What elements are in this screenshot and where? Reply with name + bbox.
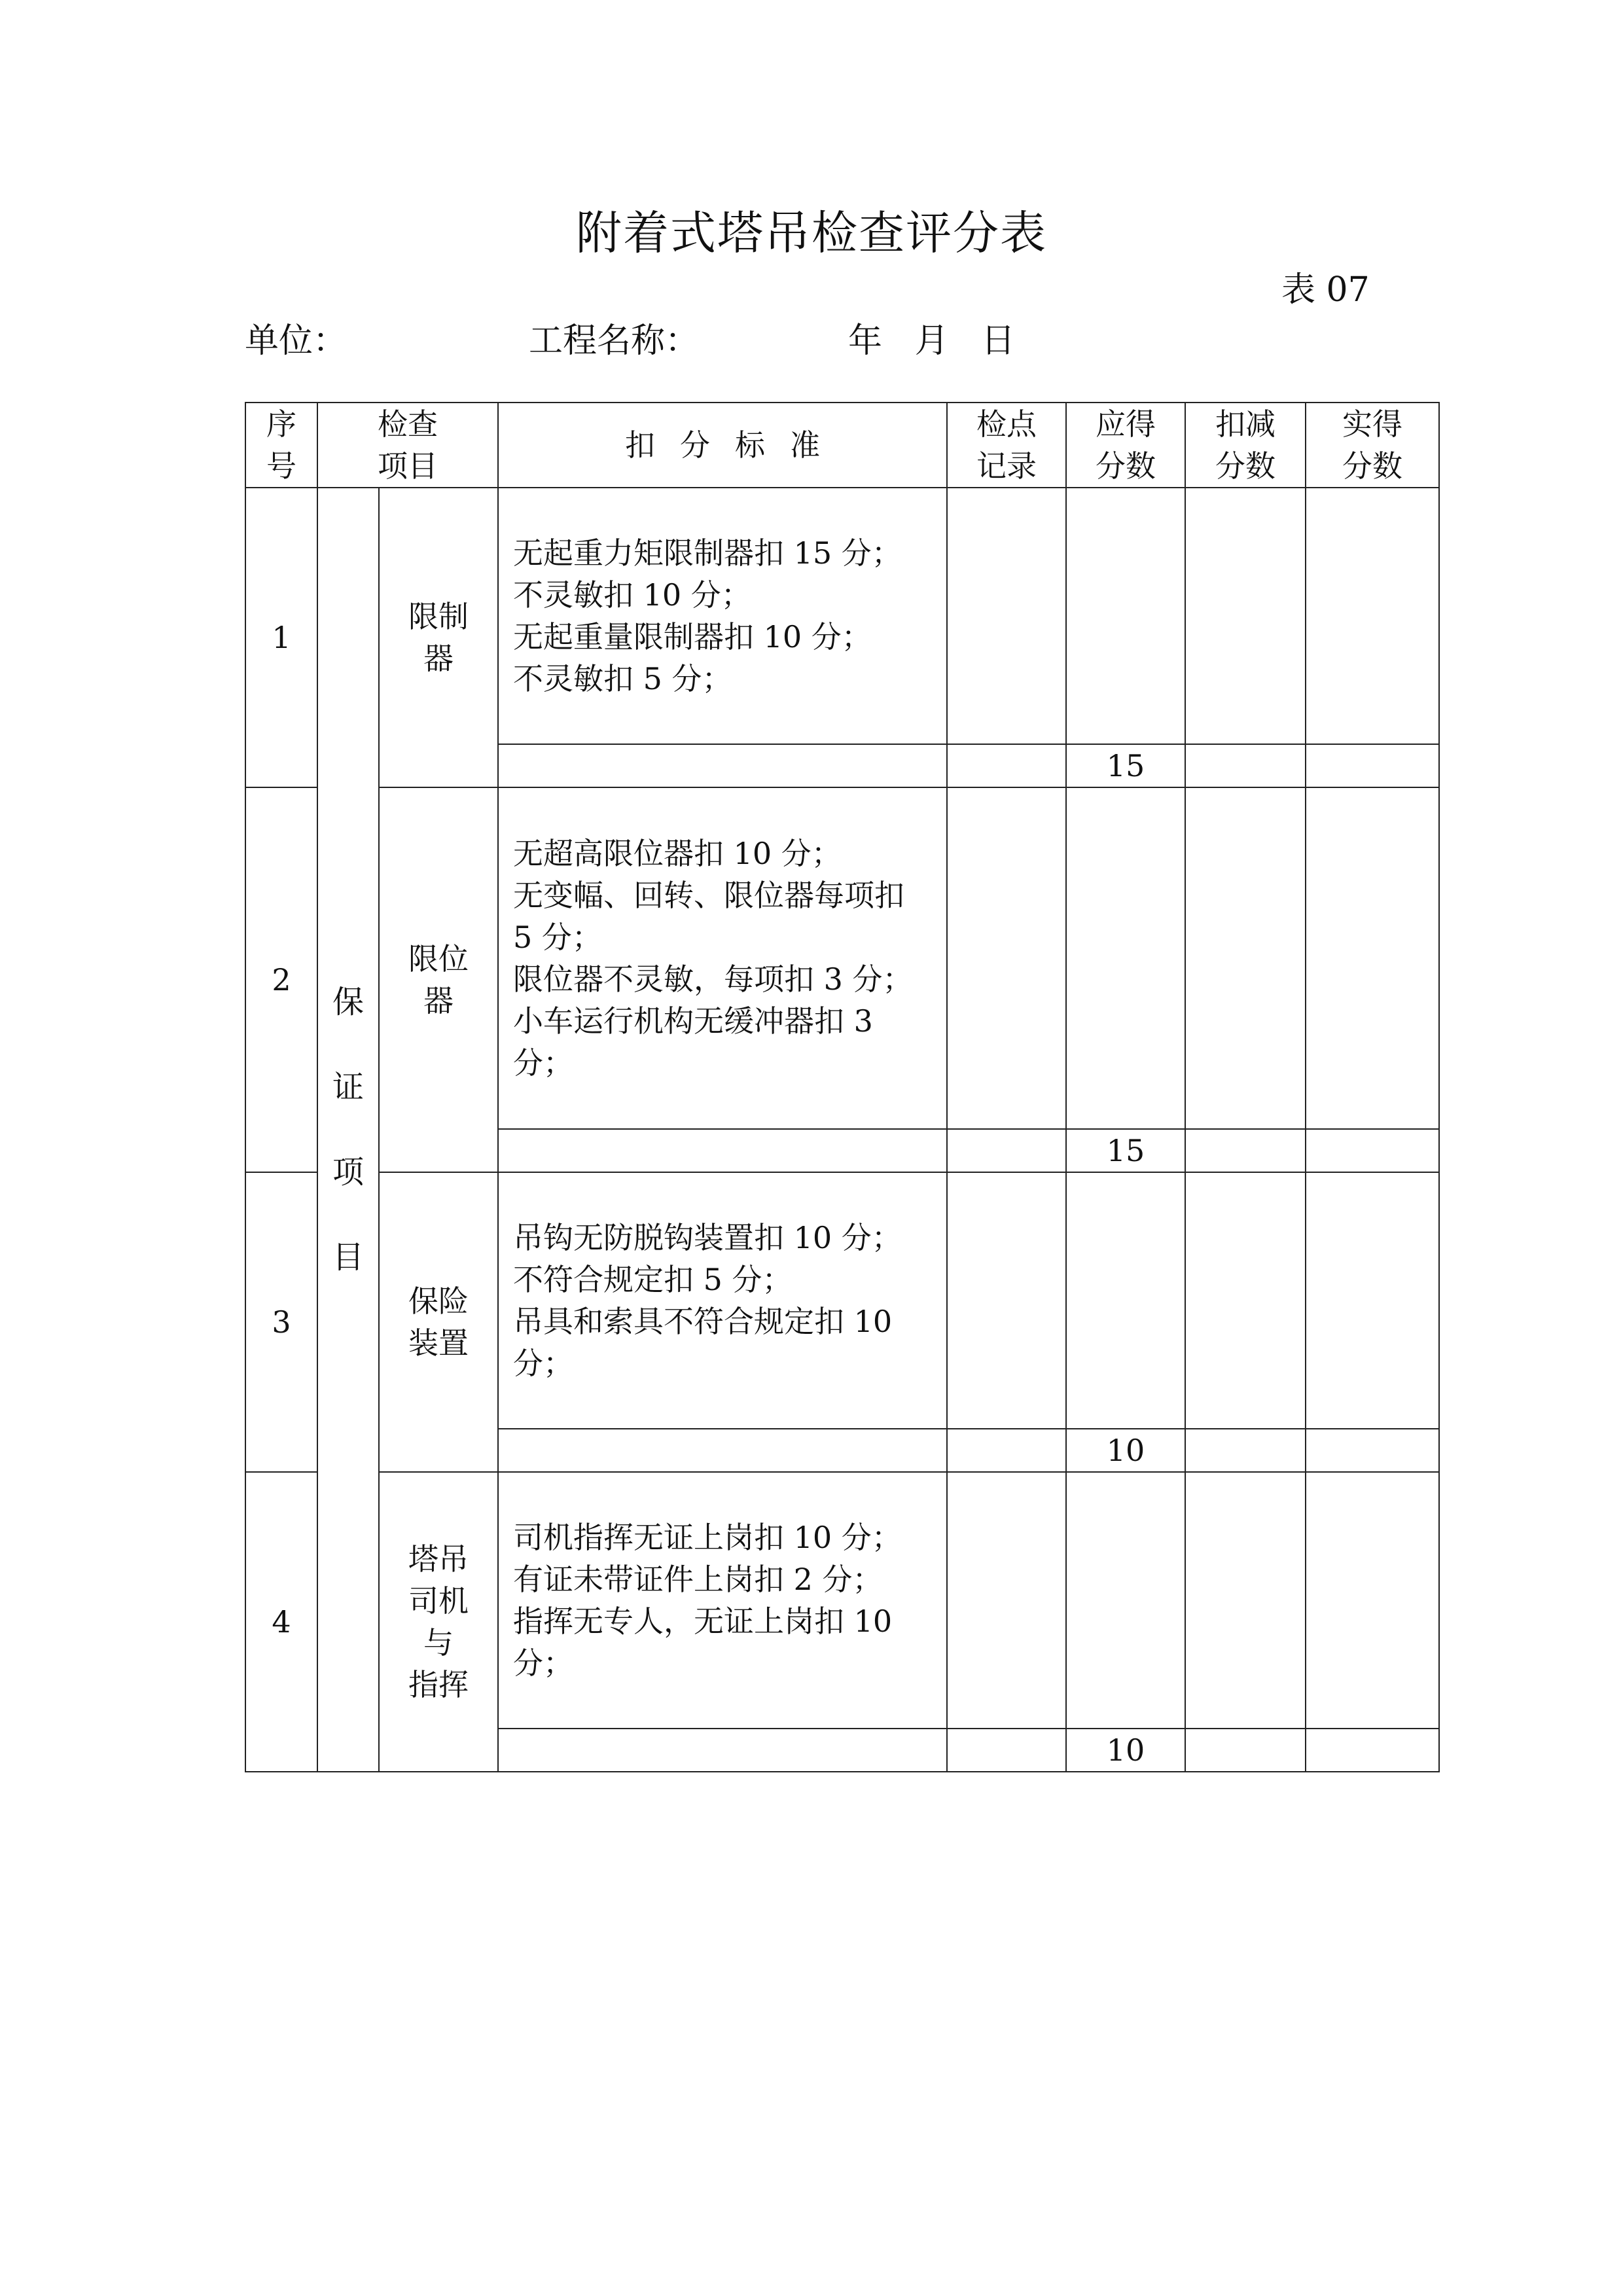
deduct-score-cell[interactable] — [1185, 1472, 1306, 1729]
deduct-score-cell[interactable] — [1185, 787, 1306, 1129]
due-score-cell — [1066, 1172, 1185, 1429]
row-seq: 1 — [245, 488, 317, 787]
due-score-value: 10 — [1066, 1729, 1185, 1772]
date-label: 年 月 日 — [848, 321, 1016, 361]
col-seq-header: 序 号 — [245, 403, 317, 488]
actual-score-cell[interactable] — [1306, 1429, 1439, 1472]
check-record-cell[interactable] — [947, 1472, 1066, 1729]
check-record-cell[interactable] — [947, 1429, 1066, 1472]
form-number: 表 07 — [1281, 270, 1370, 310]
deduct-score-cell[interactable] — [1185, 1429, 1306, 1472]
row-item: 保险 装置 — [379, 1172, 498, 1472]
check-record-cell[interactable] — [947, 1172, 1066, 1429]
deduct-score-cell[interactable] — [1185, 488, 1306, 744]
group-label: 保 证 项 目 — [317, 488, 379, 1772]
score-table — [245, 402, 1440, 1772]
page-title: 附着式塔吊检查评分表 — [576, 206, 1047, 260]
deduct-score-cell[interactable] — [1185, 1172, 1306, 1429]
actual-score-cell[interactable] — [1306, 488, 1439, 744]
criteria-subtotal-cell — [498, 1129, 947, 1172]
table-row — [245, 1172, 1439, 1429]
criteria-subtotal-cell — [498, 1729, 947, 1772]
col-item-header: 检查 项目 — [317, 403, 498, 488]
table-row — [245, 1472, 1439, 1729]
col-deduct-header: 扣减 分数 — [1185, 403, 1306, 488]
row-item: 限制 器 — [379, 488, 498, 787]
actual-score-cell[interactable] — [1306, 1472, 1439, 1729]
deduct-score-cell[interactable] — [1185, 744, 1306, 787]
due-score-value: 10 — [1066, 1429, 1185, 1472]
check-record-cell[interactable] — [947, 744, 1066, 787]
check-record-cell[interactable] — [947, 787, 1066, 1129]
row-seq: 2 — [245, 787, 317, 1172]
deduct-score-cell[interactable] — [1185, 1129, 1306, 1172]
row-seq: 4 — [245, 1472, 317, 1772]
actual-score-cell[interactable] — [1306, 787, 1439, 1129]
col-check-header: 检点 记录 — [947, 403, 1066, 488]
row-criteria: 吊钩无防脱钩装置扣 10 分； 不符合规定扣 5 分； 吊具和索具不符合规定扣 10 分； — [498, 1172, 947, 1429]
criteria-subtotal-cell — [498, 1429, 947, 1472]
row-item: 塔吊 司机 与 指挥 — [379, 1472, 498, 1772]
actual-score-cell[interactable] — [1306, 1129, 1439, 1172]
row-criteria: 无起重力矩限制器扣 15 分； 不灵敏扣 10 分； 无起重量限制器扣 10 分； 不灵敏扣 5 分； — [498, 488, 947, 744]
actual-score-cell[interactable] — [1306, 744, 1439, 787]
actual-score-cell[interactable] — [1306, 1172, 1439, 1429]
due-score-value: 15 — [1066, 744, 1185, 787]
due-score-cell — [1066, 1472, 1185, 1729]
col-criteria-header: 扣分标准 — [498, 403, 947, 488]
actual-score-cell[interactable] — [1306, 1729, 1439, 1772]
criteria-subtotal-cell — [498, 744, 947, 787]
row-criteria: 司机指挥无证上岗扣 10 分； 有证未带证件上岗扣 2 分； 指挥无专人，无证上岗扣 10 分； — [498, 1472, 947, 1729]
col-due-header: 应得 分数 — [1066, 403, 1185, 488]
check-record-cell[interactable] — [947, 488, 1066, 744]
due-score-value: 15 — [1066, 1129, 1185, 1172]
check-record-cell[interactable] — [947, 1729, 1066, 1772]
project-name-label: 工程名称： — [529, 321, 700, 361]
row-item: 限位 器 — [379, 787, 498, 1172]
col-actual-header: 实得 分数 — [1306, 403, 1439, 488]
row-criteria: 无超高限位器扣 10 分； 无变幅、回转、限位器每项扣 5 分； 限位器不灵敏，每项扣 3 分； 小车运行机构无缓冲器扣 3 分； — [498, 787, 947, 1129]
table-row — [245, 488, 1439, 744]
due-score-cell — [1066, 488, 1185, 744]
check-record-cell[interactable] — [947, 1129, 1066, 1172]
deduct-score-cell[interactable] — [1185, 1729, 1306, 1772]
due-score-cell — [1066, 787, 1185, 1129]
row-seq: 3 — [245, 1172, 317, 1472]
unit-label: 单位： — [245, 321, 348, 361]
table-row — [245, 787, 1439, 1129]
header-row — [245, 403, 1439, 488]
